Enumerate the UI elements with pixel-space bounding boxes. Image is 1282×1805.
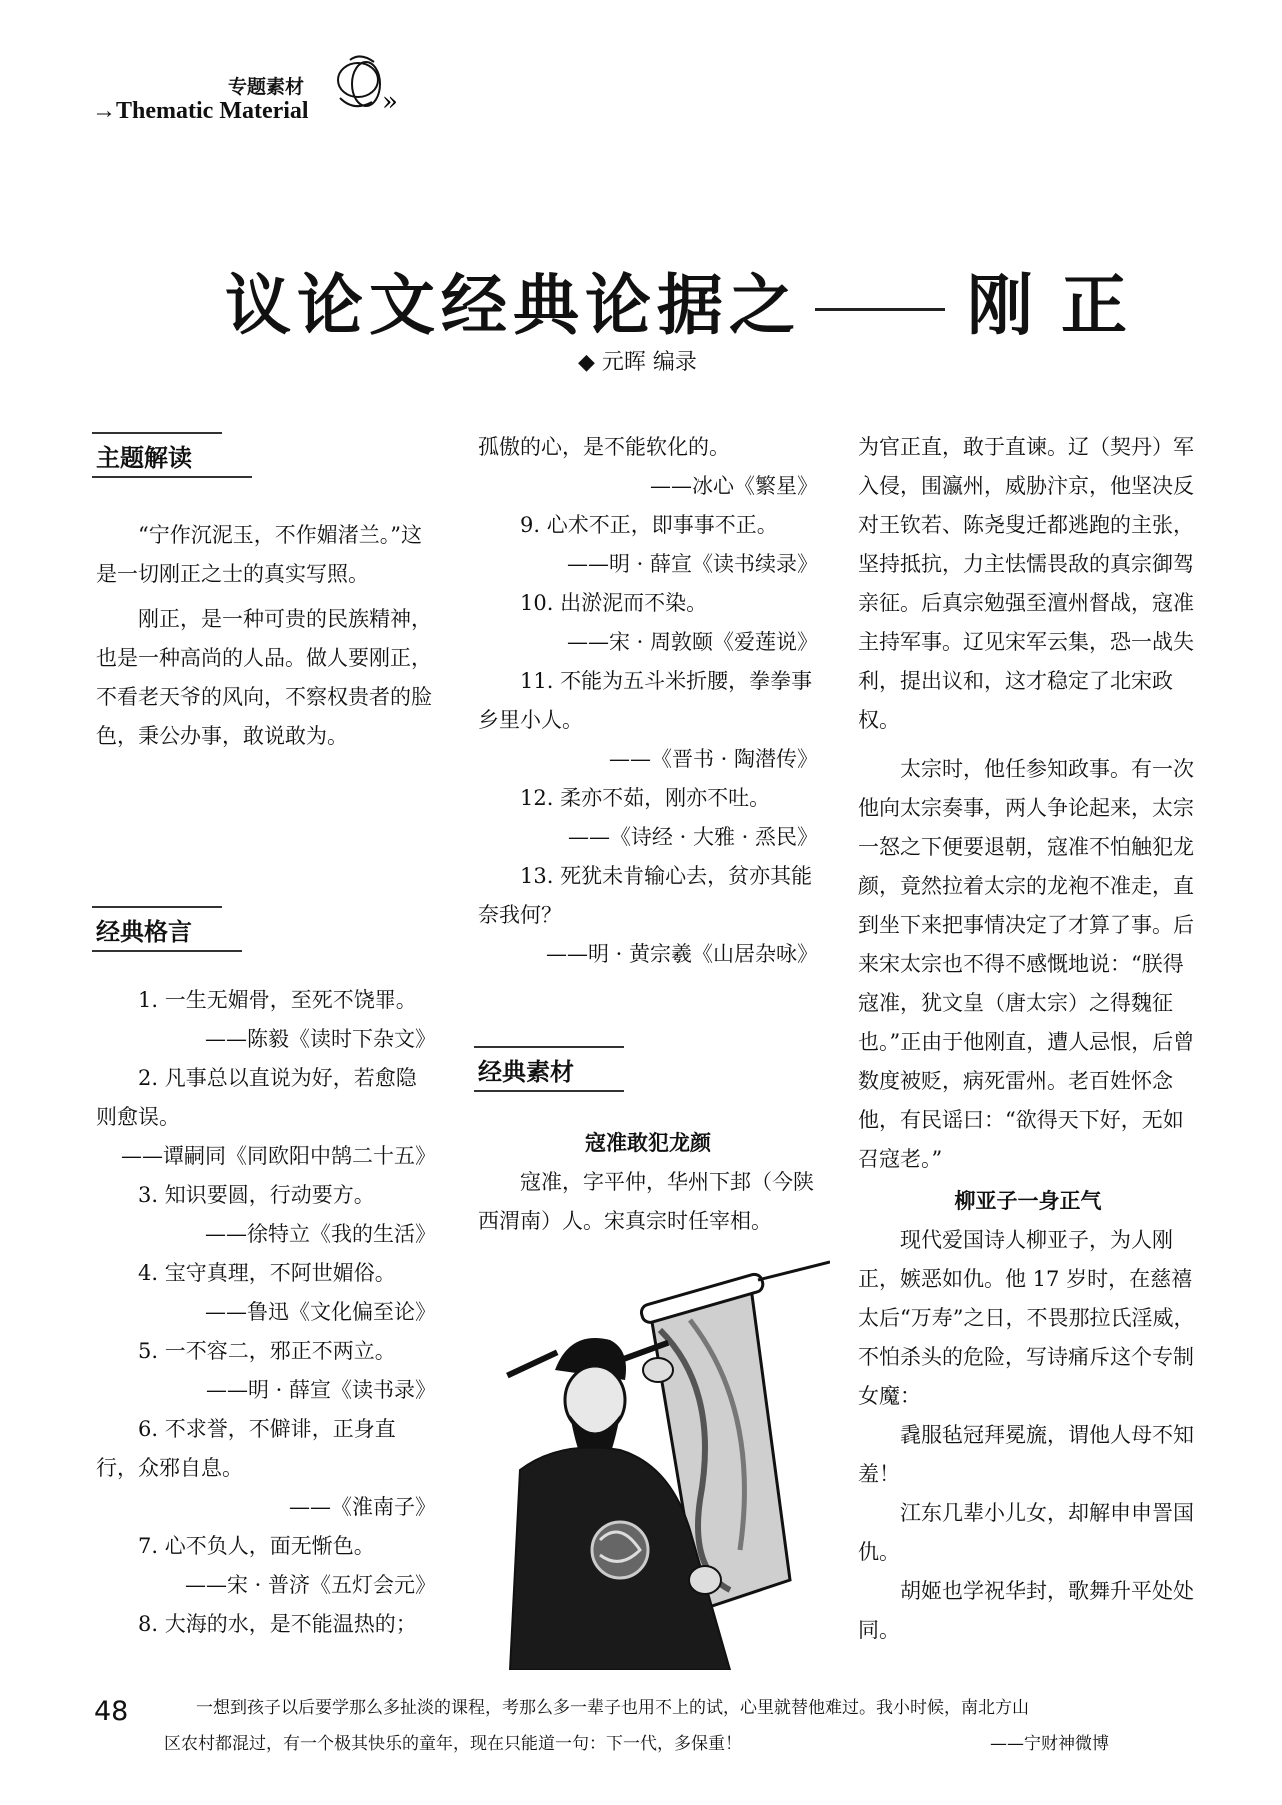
section-rule (474, 1046, 624, 1048)
quote-item: 8. 大海的水，是不能温热的； (138, 1612, 417, 1636)
footer-quote-line: 区农村都混过，有一个极其快乐的童年，现在只能道一句：下一代，多保重！ (164, 1734, 742, 1754)
column-middle (478, 428, 818, 974)
quote-item: 孤傲的心，是不能软化的。 (478, 435, 730, 459)
quote-source: ——徐特立《我的生活》 (205, 1222, 436, 1246)
section-rule (92, 432, 222, 434)
header-chevrons: » (382, 87, 398, 117)
section-materials-label: 经典素材 (478, 1058, 574, 1086)
quote-item: 1. 一生无媚骨，至死不饶罪。 (138, 988, 417, 1012)
footer-quote-line: 一想到孩子以后要学那么多扯淡的课程，考那么多一辈子也用不上的试，心里就替他难过。我小时候，南北方山 (196, 1698, 1029, 1718)
story-paragraph: 现代爱国诗人柳亚子，为人刚正，嫉恶如仇。他 17 岁时，在慈禧太后“万寿”之日，不畏那拉氏淫威，不怕杀头的危险，写诗痛斥这个专制女魔： (858, 1228, 1195, 1408)
quote-item: 7. 心不负人，面无惭色。 (138, 1534, 375, 1558)
poem-line: 毳服毡冠拜冕旒，谓他人母不知羞！ (858, 1423, 1194, 1486)
quote-item: 4. 宝守真理，不阿世媚俗。 (138, 1261, 396, 1285)
quote-source: ——明 · 薛宣《读书续录》 (566, 552, 818, 576)
quote-item: 3. 知识要圆，行动要方。 (138, 1183, 375, 1207)
quote-source: ——冰心《繁星》 (650, 474, 818, 498)
quote-source: ——《淮南子》 (289, 1495, 436, 1519)
byline: ◆ 元晖 编录 (578, 350, 697, 375)
section-quotes-label: 经典格言 (96, 918, 192, 946)
story-paragraph: 为官正直，敢于直谏。辽（契丹）军入侵，围瀛州，威胁汴京，他坚决反对王钦若、陈尧叟迁都逃跑的主张，坚持抵抗，力主怯懦畏敌的真宗御驾亲征。后真宗勉强至澶州督战，寇准主持军事。辽见宋军云集，恐一战失利，提出议和，这才稳定了北宋政权。 (858, 435, 1194, 732)
column-left (96, 516, 436, 756)
section-quotes (96, 912, 192, 947)
quote-item: 11. 不能为五斗米折腰，拳拳事乡里小人。 (478, 669, 813, 732)
story-title: 柳亚子一身正气 (954, 1189, 1102, 1213)
section-rule (92, 950, 242, 952)
quote-item: 12. 柔亦不茹，刚亦不吐。 (520, 786, 771, 810)
quote-item: 2. 凡事总以直说为好，若愈隐则愈误。 (96, 1066, 417, 1129)
footer-quote-source: ——宁财神微博 (990, 1734, 1109, 1754)
story-paragraph: 太宗时，他任参知政事。有一次他向太宗奏事，两人争论起来，太宗一怒之下便要退朝，寇准不怕触犯龙颜，竟然拉着太宗的龙袍不准走，直到坐下来把事情决定了才算了事。后来宋太宗也不得不感慨地说：“朕得寇准，犹文皇（唐太宗）之得魏征也。”正由于他刚直，遭人忌恨，后曾数度被贬，病死雷州。老百姓怀念他，有民谣曰：“欲得天下好，无如召寇老。” (858, 757, 1195, 1171)
story-paragraph: 寇准，字平仲，华州下邽（今陕西渭南）人。宋真宗时任宰相。 (478, 1170, 814, 1233)
quote-item: 6. 不求誉，不僻诽，正身直行，众邪自息。 (96, 1417, 396, 1480)
poem-line: 胡姬也学祝华封，歌舞升平处处同。 (858, 1579, 1194, 1642)
column-right (858, 428, 1198, 1179)
column-label-cn: 专题素材 (228, 76, 305, 98)
story-title: 寇准敢犯龙颜 (585, 1131, 711, 1155)
column-label-en (92, 98, 309, 125)
kou-zhun-portrait-illustration (500, 1250, 830, 1670)
article-title (225, 252, 1155, 347)
section-rule (92, 906, 222, 908)
section-theme-label: 主题解读 (96, 444, 192, 472)
quote-source: ——宋 · 周敦颐《爱莲说》 (566, 630, 818, 654)
quote-source: ——鲁迅《文化偏至论》 (205, 1300, 436, 1324)
theme-paragraph: “宁作沉泥玉，不作媚渚兰。”这是一切刚正之士的真实写照。 (96, 523, 422, 586)
quote-source: ——谭嗣同《同欧阳中鹄二十五》 (121, 1144, 436, 1168)
theme-paragraph: 刚正，是一种可贵的民族精神，也是一种高尚的人品。做人要刚正，不看老天爷的风向，不察权贵者的脸色，秉公办事，敢说敢为。 (96, 607, 432, 748)
quote-source: ——明 · 黄宗羲《山居杂咏》 (545, 942, 818, 966)
section-rule (92, 476, 252, 478)
quote-source: ——陈毅《读时下杂文》 (205, 1027, 436, 1051)
quote-source: ——宋 · 普济《五灯会元》 (184, 1573, 436, 1597)
title-highlight: 刚正 (967, 267, 1155, 344)
quote-source: ——《诗经 · 大雅 · 烝民》 (567, 825, 818, 849)
quote-item: 10. 出淤泥而不染。 (520, 591, 708, 615)
title-dash (815, 308, 945, 311)
quote-item: 13. 死犹未肯输心去，贫亦其能奈我何？ (478, 864, 813, 927)
quote-source: ——明 · 薛宣《读书录》 (205, 1378, 436, 1402)
reading-figure-icon (320, 50, 430, 120)
section-materials (478, 1052, 574, 1087)
quotes-list-left (96, 981, 436, 1644)
column-label-en-text: →Thematic Material (92, 98, 309, 124)
quote-item: 5. 一不容二，邪正不两立。 (138, 1339, 396, 1363)
story-kou-zhun (478, 1124, 818, 1241)
page-number: 48 (94, 1696, 129, 1727)
poem-line: 江东几辈小儿女，却解申申詈国仇。 (858, 1501, 1194, 1564)
quote-source: ——《晋书 · 陶潜传》 (608, 747, 818, 771)
quote-item: 9. 心术不正，即事事不正。 (520, 513, 778, 537)
section-rule (474, 1090, 624, 1092)
section-theme (96, 438, 192, 473)
title-main: 议论文经典论据之 (225, 267, 801, 344)
story-liu-yazi (858, 1182, 1198, 1650)
